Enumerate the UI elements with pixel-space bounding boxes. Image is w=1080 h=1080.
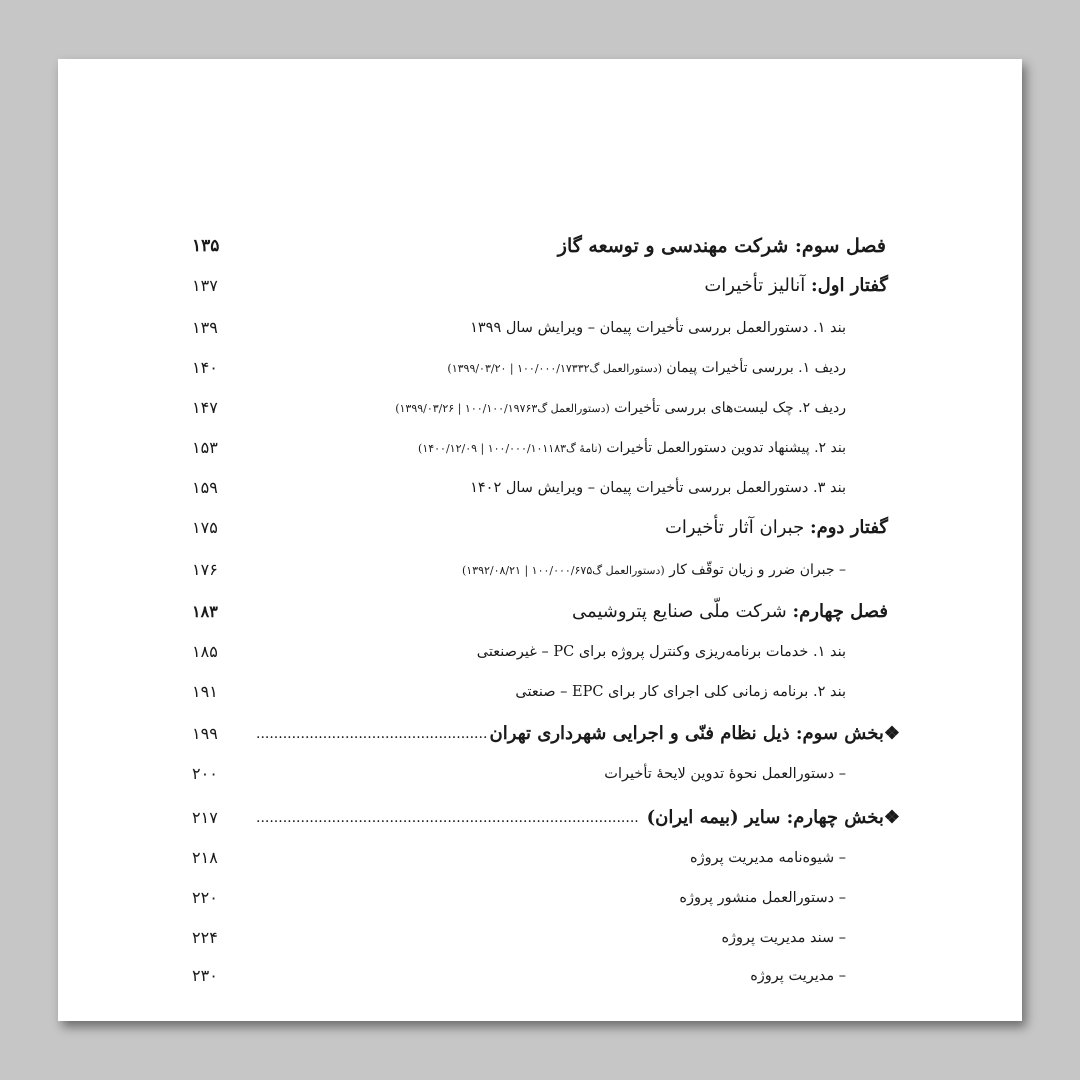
toc-entry-page: ۱۸۵: [192, 642, 218, 661]
toc-entry-page: ۲۲۰: [192, 888, 218, 907]
toc-entry-page: ۲۱۸: [192, 848, 218, 867]
toc-entry-title-bold: گفتار دوم:: [809, 517, 888, 538]
toc-entry-title-main: ردیف ۱. بررسی تأخیرات پیمان: [661, 360, 846, 376]
toc-entry-title: فصل سوم: شرکت مهندسی و توسعه گاز: [557, 235, 886, 257]
toc-entry-page: ۱۳۷: [192, 276, 218, 295]
toc-entry-title: – شیوه‌نامه مدیریت پروژه: [689, 850, 846, 866]
toc-entry-page: ۲۲۴: [192, 928, 218, 947]
toc-dot-leader: [256, 716, 488, 752]
toc-entry-page: ۱۳۵: [192, 236, 220, 256]
toc-entry-reference: (دستورالعمل گ۱۰۰/۰۰۰/۶۷۵ | ۱۳۹۲/۰۸/۲۱): [461, 564, 665, 577]
toc-entry-part-3: [58, 716, 1022, 752]
toc-entry-subitem: [58, 390, 1022, 426]
toc-entry-part-1: [58, 268, 1022, 304]
toc-entry-title: بند ۱. خدمات برنامه‌ریزی وکنترل پروژه برای PC – غیرصنعتی: [476, 644, 846, 660]
toc-entry-page: ۱۹۹: [192, 724, 218, 743]
toc-entry-title: بند ۲. برنامه زمانی کلی اجرای کار برای EPC – صنعتی: [515, 684, 846, 700]
toc-entry-title-main: بند ۲. پیشنهاد تدوین دستورالعمل تأخیرات: [601, 440, 846, 456]
toc-entry-title-rest: آنالیز تأخیرات: [704, 275, 812, 296]
toc-entry-dash-item: [58, 552, 1022, 588]
toc-entry-reference: (نامۀ گ۱۰۰/۰۰۰/۱۰۱۱۸۳ | ۱۴۰۰/۱۲/۰۹): [418, 442, 602, 455]
toc-entry-page: ۱۵۳: [192, 438, 218, 457]
toc-entry-reference: (دستورالعمل گ۱۰۰/۱۰۰/۱۹۷۶۳ | ۱۳۹۹/۰۳/۲۶): [395, 402, 610, 415]
toc-entry-page: ۱۴۷: [192, 398, 218, 417]
toc-entry-item: [58, 430, 1022, 466]
toc-entry-reference: (دستورالعمل گ۱۰۰/۰۰۰/۱۷۳۳۲ | ۱۳۹۹/۰۳/۲۰): [447, 362, 662, 375]
table-of-contents: [58, 59, 1022, 1021]
toc-entry-page: ۱۷۶: [192, 560, 218, 579]
toc-entry-title: بند ۱. دستورالعمل بررسی تأخیرات پیمان – ویرایش سال ۱۳۹۹: [470, 320, 846, 336]
toc-entry-dash-item: [58, 958, 1022, 994]
document-page: [58, 59, 1022, 1021]
toc-entry-page: ۲۳۰: [192, 966, 218, 985]
toc-entry-page: ۱۳۹: [192, 318, 218, 337]
toc-entry-title-main: ردیف ۲. چک لیست‌های بررسی تأخیرات: [609, 400, 846, 416]
toc-entry-item: [58, 634, 1022, 670]
toc-entry-page: ۱۴۰: [192, 358, 218, 377]
toc-entry-item: [58, 674, 1022, 710]
toc-entry-title-bold: گفتار اول:: [811, 275, 888, 296]
toc-entry-dash-item: [58, 920, 1022, 956]
toc-entry-chapter-3: [58, 228, 1022, 264]
toc-entry-item: [58, 470, 1022, 506]
toc-entry-title: [418, 430, 846, 466]
toc-entry-dash-item: [58, 840, 1022, 876]
toc-entry-title-rest: جبران آثار تأخیرات: [664, 517, 810, 538]
toc-entry-page: ۱۸۳: [192, 602, 218, 621]
toc-entry-title-bold: فصل چهارم:: [792, 601, 888, 622]
toc-entry-title: ❖بخش چهارم: سایر (بیمه ایران): [646, 807, 900, 828]
toc-entry-title-main: – جبران ضرر و زیان توقّف کار: [664, 562, 846, 578]
toc-entry-title: [447, 350, 846, 386]
toc-entry-dash-item: [58, 880, 1022, 916]
toc-entry-dash-item: [58, 756, 1022, 792]
toc-entry-item: [58, 310, 1022, 346]
toc-entry-part-4: [58, 800, 1022, 836]
toc-entry-title: [395, 390, 846, 426]
toc-entry-subitem: [58, 350, 1022, 386]
toc-entry-title: [665, 510, 888, 546]
toc-entry-page: ۱۵۹: [192, 478, 218, 497]
toc-entry-title: [704, 268, 888, 304]
toc-entry-title: [572, 594, 888, 630]
toc-entry-title: – مدیریت پروژه: [750, 968, 846, 984]
toc-entry-page: ۱۹۱: [192, 682, 218, 701]
toc-entry-chapter-4: [58, 594, 1022, 630]
toc-entry-title: بند ۳. دستورالعمل بررسی تأخیرات پیمان – ویرایش سال ۱۴۰۲: [470, 480, 846, 496]
toc-entry-title-rest: شرکت ملّی صنایع پتروشیمی: [571, 601, 793, 622]
toc-entry-title: [462, 552, 846, 588]
toc-entry-title: – دستورالعمل منشور پروژه: [679, 890, 846, 906]
toc-entry-title: – دستورالعمل نحوۀ تدوین لایحۀ تأخیرات: [604, 766, 846, 782]
toc-dot-leader: [256, 800, 640, 836]
toc-entry-title: – سند مدیریت پروژه: [721, 930, 846, 946]
toc-entry-page: ۲۱۷: [192, 808, 218, 827]
toc-entry-page: ۱۷۵: [192, 518, 218, 537]
toc-entry-title: ❖بخش سوم: ذیل نظام فنّی و اجرایی شهرداری تهران: [489, 723, 900, 744]
toc-entry-page: ۲۰۰: [192, 764, 218, 783]
toc-entry-part-2: [58, 510, 1022, 546]
